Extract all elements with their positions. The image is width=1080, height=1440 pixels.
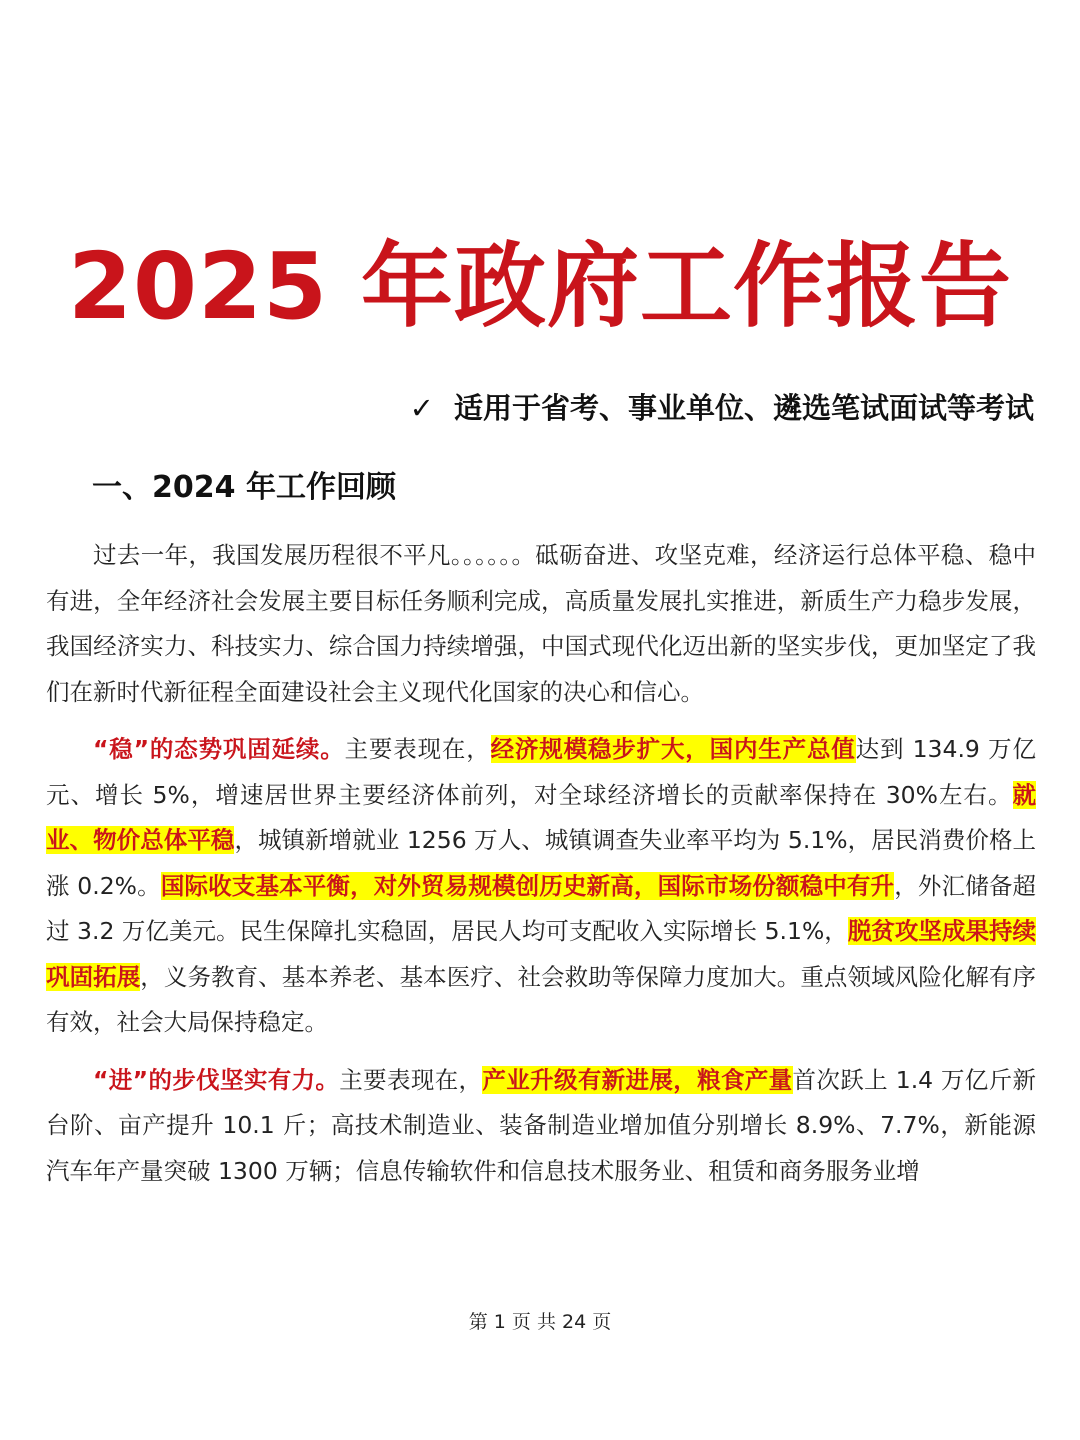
- body-text: [46, 533, 1036, 1206]
- lead-phrase: “进”的步伐坚实有力。: [93, 1065, 340, 1094]
- subtitle: [410, 386, 1034, 430]
- paragraph-2: [46, 727, 1036, 1046]
- highlighted-text: 脱贫攻坚成果持续巩固拓展: [46, 917, 1037, 991]
- highlighted-text: 经济规模稳步扩大，国内生产总值: [490, 735, 856, 763]
- paragraph-text: 达到 134.9 万亿元、增长 5%，增速居世界主要经济体前列，对全球经济增长的贡献率保持在 30%左右。: [46, 735, 1037, 809]
- paragraph-text: 过去一年，我国发展历程很不平凡。。。。。。砥砺奋进、攻坚克难，经济运行总体平稳、稳中有进，全年经济社会发展主要目标任务顺利完成，高质量发展扎实推进，新质生产力稳步发展，我国经济实力、科技实力、综合国力持续增强，中国式现代化迈出新的坚实步伐，更加坚定了我们在新时代新征程全面建设社会主义现代化国家的决心和信心。: [46, 541, 1036, 706]
- paragraph-1: [46, 533, 1036, 715]
- document-title: 2025 年政府工作报告: [67, 233, 1013, 340]
- paragraph-text: 主要表现在，: [344, 735, 491, 763]
- section-heading: 一、2024 年工作回顾: [92, 470, 396, 505]
- paragraph-text: ，城镇新增就业 1256 万人、城镇调查失业率平均为 5.1%，居民消费价格上涨 0.2%。: [46, 826, 1037, 900]
- paragraph-text: ，外汇储备超过 3.2 万亿美元。民生保障扎实稳固，居民人均可支配收入实际增长 5.1%，: [46, 871, 1037, 945]
- paragraph-3: [46, 1058, 1036, 1195]
- subtitle-text: 适用于省考、事业单位、遴选笔试面试等考试: [453, 391, 1034, 425]
- paragraph-text: 主要表现在，: [339, 1065, 483, 1094]
- page-number-footer: 第 1 页 共 24 页: [468, 1311, 612, 1333]
- lead-phrase: “稳”的态势巩固延续。: [93, 735, 345, 763]
- highlighted-text: 就业、物价总体平稳: [46, 780, 1036, 854]
- highlighted-text: 产业升级有新进展，粮食产量: [482, 1065, 793, 1094]
- paragraph-text: ，义务教育、基本养老、基本医疗、社会救助等保障力度加大。重点领域风险化解有序有效，社会大局保持稳定。: [46, 962, 1037, 1036]
- check-icon: ✓: [409, 391, 434, 425]
- highlighted-text: 国际收支基本平衡，对外贸易规模创历史新高，国际市场份额稳中有升: [160, 871, 895, 900]
- paragraph-text: 首次跃上 1.4 万亿斤新台阶、亩产提升 10.1 斤；高技术制造业、装备制造业增加值分别增长 8.9%、7.7%，新能源汽车年产量突破 1300 万辆；信息传输软件和信息技术服务业、租赁和商务服务业增: [46, 1065, 1037, 1185]
